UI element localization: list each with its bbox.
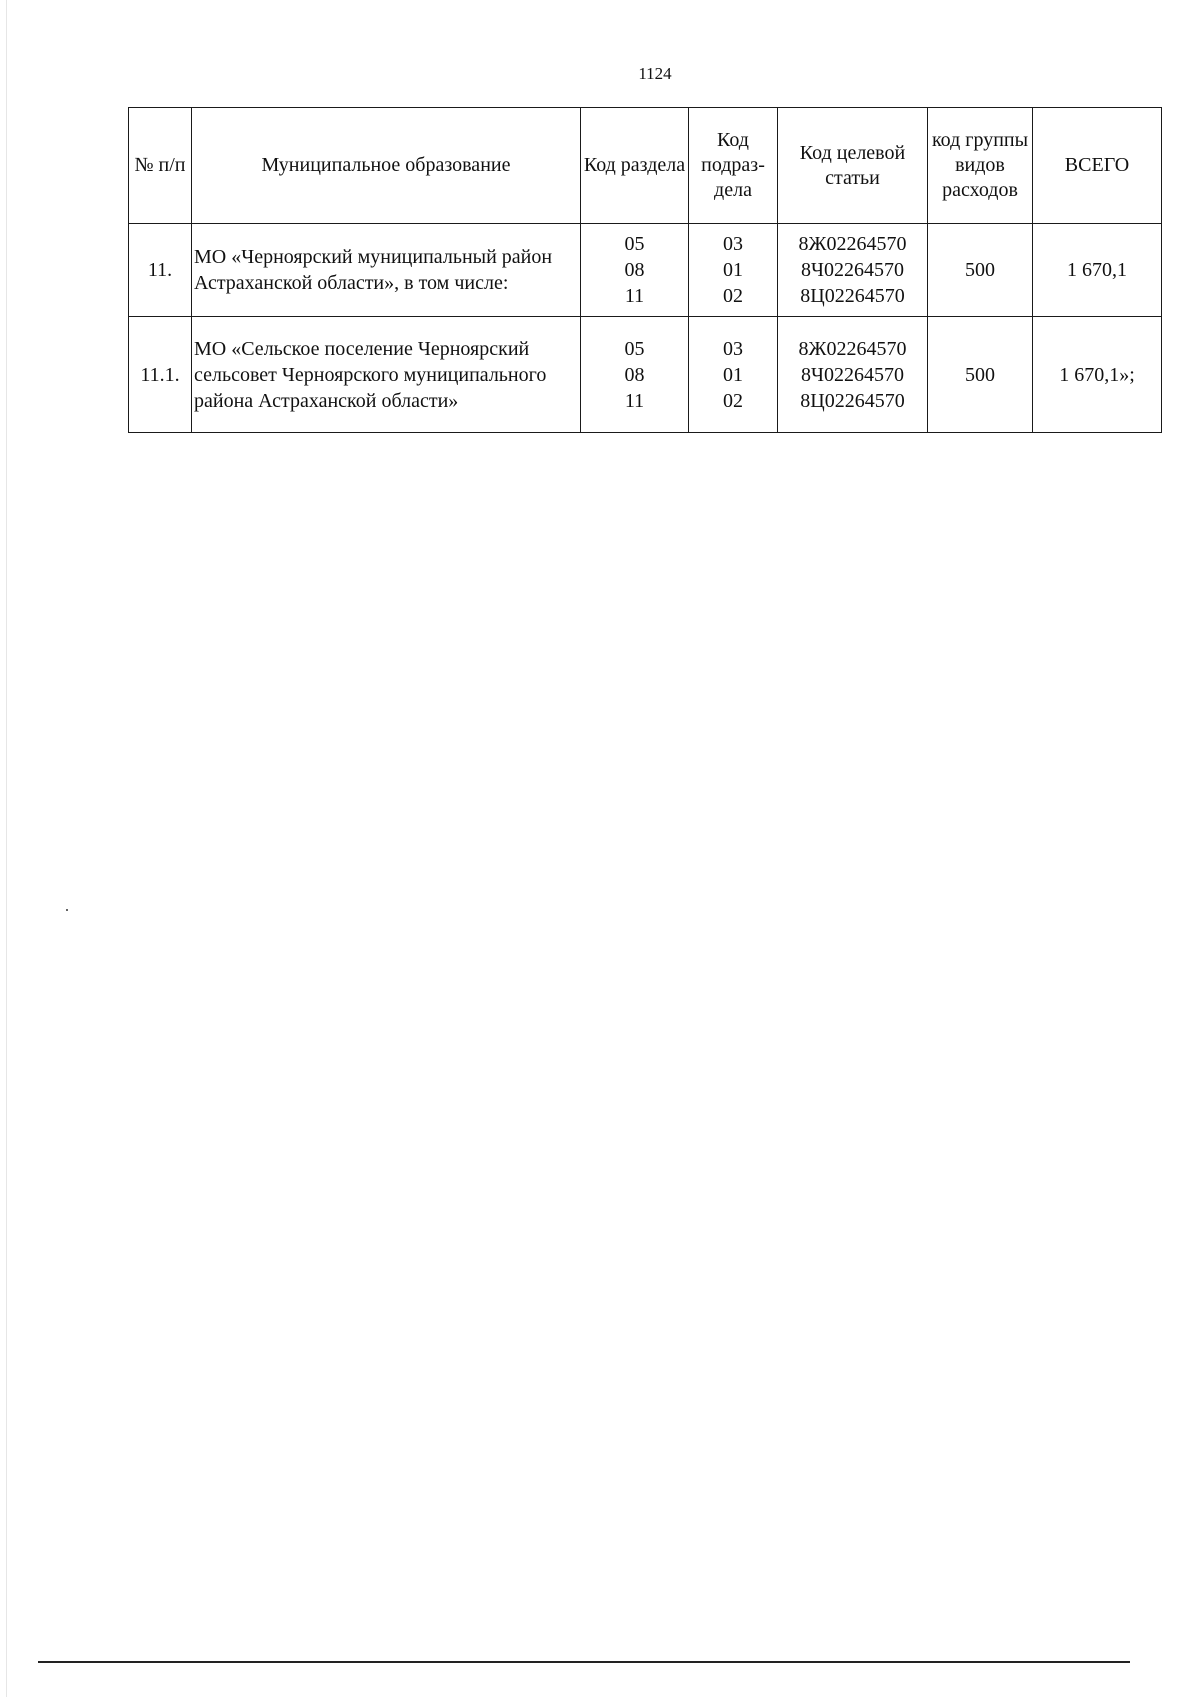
footer-rule — [38, 1661, 1130, 1663]
header-section: Код раздела — [581, 108, 689, 224]
budget-table — [128, 107, 1162, 433]
section-code: 05 — [624, 233, 645, 255]
row-group: 500 — [928, 317, 1033, 433]
header-total: ВСЕГО — [1033, 108, 1162, 224]
header-name: Муниципальное образование — [192, 108, 581, 224]
target-code: 8Ж02264570 — [798, 233, 907, 255]
row-section-codes — [581, 224, 689, 317]
target-code: 8Ч02264570 — [801, 259, 904, 281]
scan-edge — [6, 0, 7, 1697]
row-subsection-codes — [689, 224, 778, 317]
row-subsection-codes — [689, 317, 778, 433]
row-total: 1 670,1»; — [1033, 317, 1162, 433]
row-name: МО «Сельское поселение Черноярский сельсовет Черноярского муниципального района Астраханской области» — [192, 317, 581, 433]
row-target-codes — [778, 317, 928, 433]
section-code: 08 — [624, 259, 645, 281]
row-group: 500 — [928, 224, 1033, 317]
table-row — [129, 224, 1162, 317]
subsection-code: 03 — [723, 233, 743, 255]
section-code: 08 — [624, 363, 645, 386]
target-code: 8Ч02264570 — [801, 363, 904, 386]
table-header-row — [129, 108, 1162, 224]
scan-speck — [66, 909, 68, 911]
row-name: МО «Черноярский муниципальный район Астраханской области», в том числе: — [192, 224, 581, 317]
target-code: 8Ж02264570 — [798, 337, 907, 360]
header-subsection: Код подраз-дела — [689, 108, 778, 224]
subsection-code: 02 — [723, 389, 743, 412]
row-target-codes — [778, 224, 928, 317]
row-section-codes — [581, 317, 689, 433]
header-group: код группы видов расходов — [928, 108, 1033, 224]
table-row — [129, 317, 1162, 433]
header-num: № п/п — [129, 108, 192, 224]
target-code: 8Ц02264570 — [800, 285, 905, 307]
page-number: 1124 — [638, 64, 672, 83]
section-code: 11 — [624, 389, 645, 412]
section-code: 05 — [624, 337, 645, 360]
header-target: Код целевой статьи — [778, 108, 928, 224]
subsection-code: 01 — [723, 259, 743, 281]
section-code: 11 — [624, 285, 645, 307]
subsection-code: 03 — [723, 337, 743, 360]
subsection-code: 01 — [723, 363, 743, 386]
target-code: 8Ц02264570 — [800, 389, 905, 412]
subsection-code: 02 — [723, 285, 743, 307]
row-total: 1 670,1 — [1033, 224, 1162, 317]
row-num: 11. — [129, 224, 192, 317]
row-num: 11.1. — [129, 317, 192, 433]
